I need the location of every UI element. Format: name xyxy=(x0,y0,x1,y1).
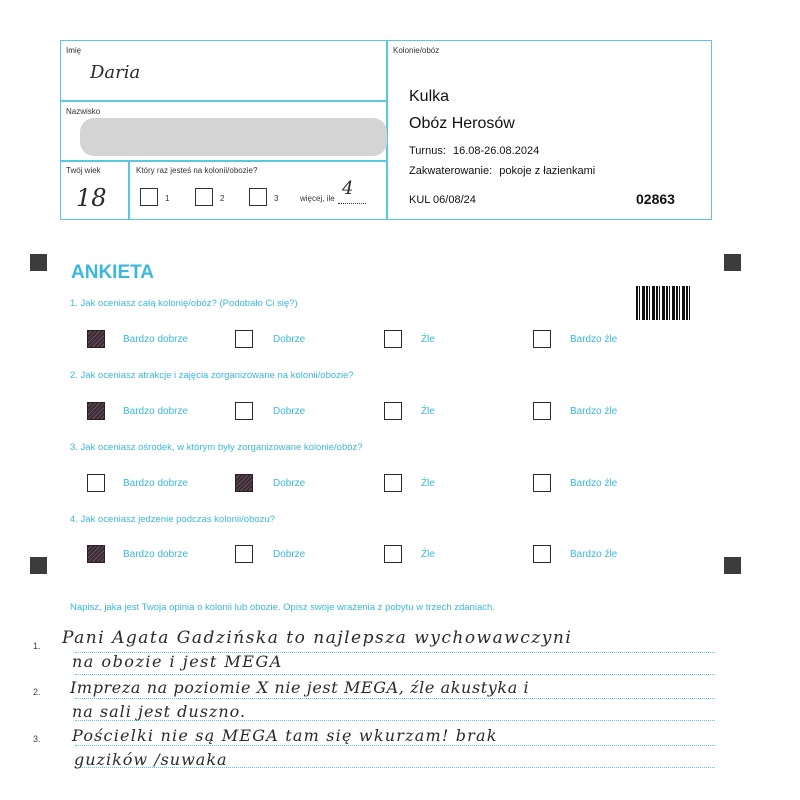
first-name-label: Imię xyxy=(66,46,82,55)
answer-text-line-2[interactable]: na obozie i jest MEGA xyxy=(72,652,283,671)
q1-label-very-bad: Bardzo źle xyxy=(570,334,618,345)
q2-checkbox-good[interactable] xyxy=(235,402,253,420)
question-3: 3. Jak oceniasz ośrodek, w którym były zorganizowane kolonie/obóz? xyxy=(70,442,363,453)
q3-label-bad: Źle xyxy=(421,478,435,489)
q3-checkbox-very-good[interactable] xyxy=(87,474,105,492)
camp-label: Kolonie/obóz xyxy=(393,46,440,55)
q1-label-very-good: Bardzo dobrze xyxy=(123,334,189,345)
question-4: 4. Jak oceniasz jedzenie podczas kolonii/obozu? xyxy=(70,514,275,525)
answer-line-5 xyxy=(75,745,715,746)
registration-marker-bottom-right xyxy=(724,557,741,574)
times-option-3: 3 xyxy=(274,194,279,203)
age-value[interactable]: 18 xyxy=(76,184,107,212)
times-label: Który raz jesteś na kolonii/obozie? xyxy=(136,166,258,175)
more-label: więcej, ile xyxy=(300,194,335,203)
answer-text-line-3[interactable]: Impreza na poziomie X nie jest MEGA, źle akustyka i xyxy=(70,678,530,697)
form-number: 02863 xyxy=(636,191,675,207)
turnus-label: Turnus: xyxy=(409,145,446,157)
q4-label-good: Dobrze xyxy=(273,549,306,560)
registration-marker-top-left xyxy=(30,254,47,271)
more-value[interactable]: 4 xyxy=(342,178,354,199)
first-name-value[interactable]: Daria xyxy=(90,62,141,83)
q3-checkbox-good[interactable] xyxy=(235,474,253,492)
answer-text-line-1[interactable]: Pani Agata Gadzińska to najlepsza wychowawczyni xyxy=(62,628,573,648)
q1-checkbox-very-bad[interactable] xyxy=(533,330,551,348)
line-number-2: 2. xyxy=(33,687,41,697)
q4-label-very-good: Bardzo dobrze xyxy=(123,549,189,560)
header-divider-2 xyxy=(60,160,387,162)
q2-label-bad: Źle xyxy=(421,406,435,417)
answer-line-3 xyxy=(75,698,715,699)
times-checkbox-2[interactable] xyxy=(195,188,213,206)
times-option-1: 1 xyxy=(165,194,170,203)
q1-label-good: Dobrze xyxy=(273,334,306,345)
opinion-prompt: Napisz, jaka jest Twoja opinia o kolonii lub obozie. Opisz swoje wrażenia z pobytu w trzech zdaniach. xyxy=(70,602,495,613)
answer-text-line-4[interactable]: na sali jest duszno. xyxy=(72,702,247,721)
question-2: 2. Jak oceniasz atrakcje i zajęcia zorganizowane na kolonii/obozie? xyxy=(70,370,354,381)
last-name-label: Nazwisko xyxy=(66,107,101,116)
registration-marker-top-right xyxy=(724,254,741,271)
camp-code: KUL 06/08/24 xyxy=(409,194,476,206)
turnus-value: 16.08-26.08.2024 xyxy=(452,145,540,157)
turnus-row xyxy=(409,145,539,157)
q1-checkbox-bad[interactable] xyxy=(384,330,402,348)
header-divider-1 xyxy=(60,100,387,102)
q2-label-good: Dobrze xyxy=(273,406,306,417)
accommodation-value: pokoje z łazienkami xyxy=(499,165,596,177)
barcode xyxy=(636,286,691,320)
answer-text-line-6[interactable]: guzików /suwaka xyxy=(74,750,228,769)
times-checkbox-3[interactable] xyxy=(249,188,267,206)
last-name-redaction xyxy=(80,118,387,156)
q3-checkbox-bad[interactable] xyxy=(384,474,402,492)
line-number-3: 3. xyxy=(33,734,41,744)
answer-text-line-5[interactable]: Pościelki nie są MEGA tam się wkurzam! brak xyxy=(72,726,498,745)
q2-checkbox-bad[interactable] xyxy=(384,402,402,420)
accommodation-row xyxy=(409,165,595,177)
more-underline xyxy=(338,203,366,204)
q4-checkbox-bad[interactable] xyxy=(384,545,402,563)
camp-org: Kulka xyxy=(409,88,450,105)
q2-label-very-good: Bardzo dobrze xyxy=(123,406,189,417)
q1-checkbox-very-good[interactable] xyxy=(87,330,105,348)
q3-label-good: Dobrze xyxy=(273,478,306,489)
q2-checkbox-very-bad[interactable] xyxy=(533,402,551,420)
times-checkbox-1[interactable] xyxy=(140,188,158,206)
survey-title: ANKIETA xyxy=(71,262,155,283)
question-1: 1. Jak oceniasz całą kolonię/obóz? (Podobało Ci się?) xyxy=(70,298,298,309)
q4-checkbox-very-good[interactable] xyxy=(87,545,105,563)
q2-label-very-bad: Bardzo źle xyxy=(570,406,618,417)
accommodation-label: Zakwaterowanie: xyxy=(409,165,493,177)
age-label: Twój wiek xyxy=(66,166,101,175)
registration-marker-bottom-left xyxy=(30,557,47,574)
q4-checkbox-good[interactable] xyxy=(235,545,253,563)
line-number-1: 1. xyxy=(33,641,41,651)
q1-checkbox-good[interactable] xyxy=(235,330,253,348)
q3-checkbox-very-bad[interactable] xyxy=(533,474,551,492)
q2-checkbox-very-good[interactable] xyxy=(87,402,105,420)
camp-name: Obóz Herosów xyxy=(409,115,515,132)
q4-label-bad: Źle xyxy=(421,549,435,560)
q3-label-very-bad: Bardzo źle xyxy=(570,478,618,489)
header-divider-3 xyxy=(128,160,130,220)
q4-checkbox-very-bad[interactable] xyxy=(533,545,551,563)
q3-label-very-good: Bardzo dobrze xyxy=(123,478,189,489)
times-option-2: 2 xyxy=(220,194,225,203)
answer-line-2 xyxy=(75,674,715,675)
q4-label-very-bad: Bardzo źle xyxy=(570,549,618,560)
q1-label-bad: Źle xyxy=(421,334,435,345)
